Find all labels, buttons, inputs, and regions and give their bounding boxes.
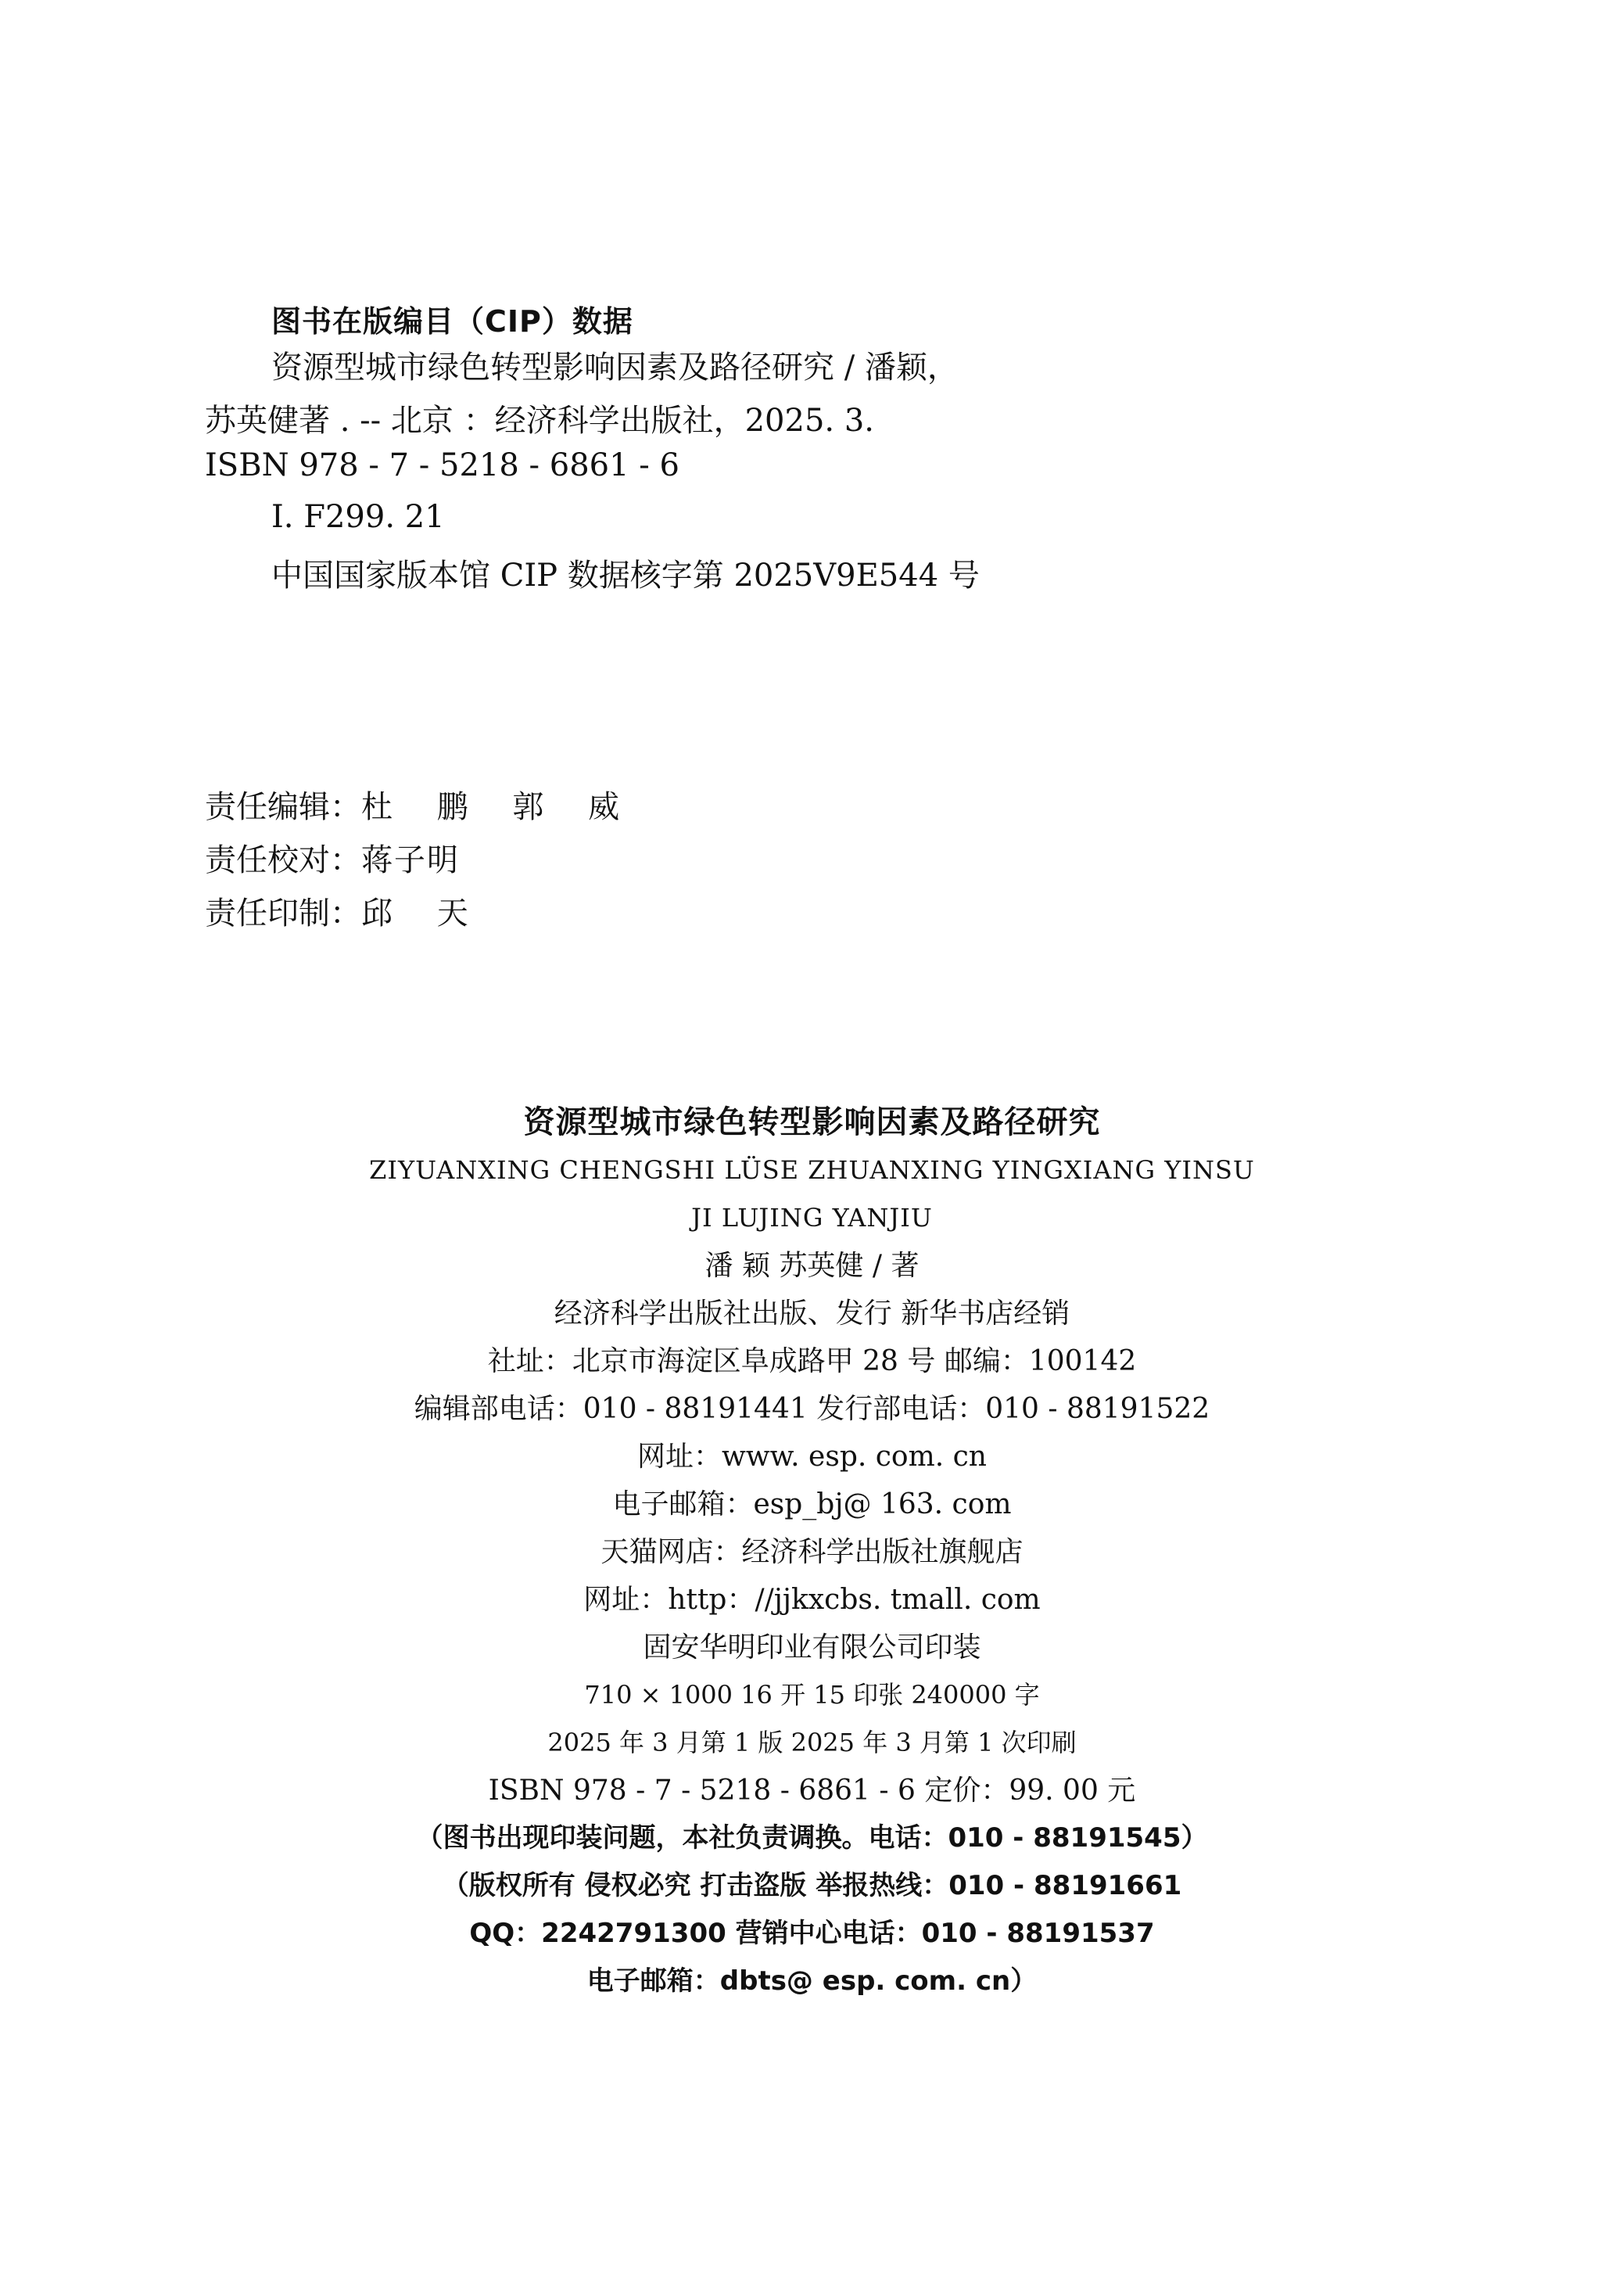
notice-line-2: （版权所有 侵权必究 打击盗版 举报热线：010 - 88191661 [442, 1870, 1182, 1901]
book-title-pinyin-line2: JI LUJING YANJIU [691, 1203, 933, 1233]
cip-title-line: 资源型城市绿色转型影响因素及路径研究 / 潘颖， [271, 350, 959, 386]
cip-isbn-line: ISBN 978 - 7 - 5218 - 6861 - 6 [205, 447, 679, 483]
responsible-staff [205, 782, 621, 942]
website-line: 网址：www. esp. com. cn [637, 1441, 987, 1473]
cip-classification-line: Ⅰ. F299. 21 [271, 499, 445, 535]
notice-line-4: 电子邮箱：dbts@ esp. com. cn） [586, 1965, 1038, 1997]
notice-line-3: QQ：2242791300 营销中心电话：010 - 88191537 [469, 1918, 1155, 1949]
publisher-line: 经济科学出版社出版、发行 新华书店经销 [554, 1298, 1070, 1330]
print-supervisor-role: 责任印制： [205, 896, 361, 931]
book-title-pinyin-line1: ZIYUANXING CHENGSHI LÜSE ZHUANXING YINGXIANG YINSU [369, 1155, 1255, 1185]
editor-row [205, 782, 621, 835]
cip-publication-line: 苏英健著 . -- 北京 ：经济科学出版社，2025. 3. [205, 403, 874, 439]
cip-heading: 图书在版编目（CIP）数据 [271, 304, 633, 339]
cip-record-number: 中国国家版本馆 CIP 数据核字第 2025V9E544 号 [271, 558, 980, 594]
print-supervisor-row [205, 888, 621, 942]
isbn-price-line: ISBN 978 - 7 - 5218 - 6861 - 6 定价：99. 00 元 [488, 1775, 1136, 1807]
email-line: 电子邮箱：esp_bj@ 163. com [612, 1488, 1012, 1520]
tmall-store-line: 天猫网店：经济科学出版社旗舰店 [600, 1536, 1024, 1568]
proofreader-row [205, 835, 621, 888]
proofreader-role: 责任校对： [205, 842, 361, 878]
editor-role: 责任编辑： [205, 789, 361, 825]
edition-line: 2025 年 3 月第 1 版 2025 年 3 月第 1 次印刷 [547, 1728, 1077, 1757]
tmall-url-line: 网址：http：//jjkxcbs. tmall. com [583, 1584, 1041, 1616]
colophon [0, 1099, 1624, 2005]
book-title: 资源型城市绿色转型影响因素及路径研究 [523, 1104, 1101, 1140]
phone-line: 编辑部电话：010 - 88191441 发行部电话：010 - 88191522 [414, 1393, 1210, 1425]
printer-line: 固安华明印业有限公司印装 [643, 1631, 981, 1664]
editor-names: 杜 鹏 郭 威 [361, 789, 622, 825]
proofreader-names: 蒋子明 [361, 842, 460, 878]
authors: 潘 颖 苏英健 / 著 [704, 1250, 920, 1282]
address-line: 社址：北京市海淀区阜成路甲 28 号 邮编：100142 [487, 1345, 1137, 1377]
notice-line-1: （图书出现印装问题，本社负责调换。电话：010 - 88191545） [416, 1822, 1208, 1854]
print-supervisor-names: 邱 天 [361, 896, 470, 931]
format-line: 710 × 1000 16 开 15 印张 240000 字 [584, 1680, 1040, 1710]
